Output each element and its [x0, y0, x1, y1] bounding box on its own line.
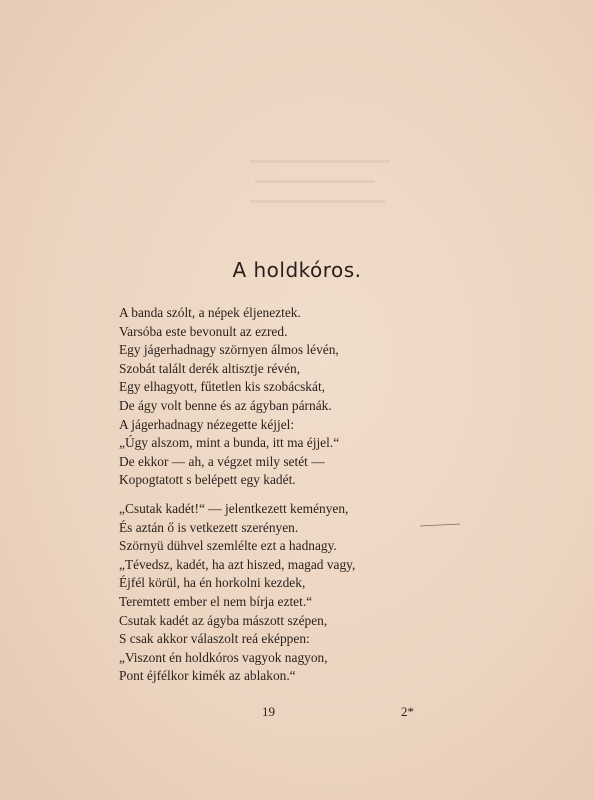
poem-line: Csutak kadét az ágyba mászott szépen,	[119, 612, 328, 628]
poem-line: De ekkor — ah, a végzet mily setét —	[119, 453, 325, 469]
poem-line: Egy jágerhadnagy szörnyen álmos lévén,	[119, 342, 339, 358]
poem-line: Kopogtatott s belépett egy kadét.	[119, 472, 296, 488]
bleed-through-text	[250, 150, 400, 230]
poem-line: „Viszont én holdkóros vagyok nagyon,	[119, 649, 328, 665]
poem-line: Teremtett ember el nem bírja eztet.“	[119, 593, 313, 609]
poem-line: A banda szólt, a népek éljeneztek.	[119, 305, 301, 320]
poem-line: Szobát talált derék altisztje révén,	[119, 360, 301, 376]
poem-line: „Csutak kadét!“ — jelentkezett keményen,	[119, 501, 349, 516]
poem-line: Pont éjfélkor kimék az ablakon.“	[119, 668, 296, 684]
signature-mark: 2*	[401, 704, 414, 719]
poem-title: A holdkóros.	[232, 258, 362, 282]
pencil-mark	[420, 523, 460, 527]
poem-line: S csak akkor válaszolt reá eképpen:	[119, 631, 310, 647]
poem-line: A jágerhadnagy nézegette kéjjel:	[119, 416, 295, 432]
poem-line: Varsóba este bevonult az ezred.	[119, 323, 288, 339]
poem-line: De ágy volt benne és az ágyban párnák.	[119, 397, 332, 413]
stanza-1	[119, 304, 449, 490]
poem-line: Szörnyü dühvel szemlélte ezt a hadnagy.	[119, 538, 337, 554]
poem-line: Egy elhagyott, fűtetlen kis szobácskát,	[119, 379, 326, 395]
poem-line: És aztán ő is vetkezett szerényen.	[119, 519, 299, 535]
stanza-2	[119, 500, 449, 686]
page-number: 19	[262, 704, 275, 719]
poem-line: Éjfél körül, ha én horkolni kezdek,	[119, 575, 306, 591]
poem-line: „Úgy alszom, mint a bunda, itt ma éjjel.“	[119, 435, 340, 451]
poem-line: „Tévedsz, kadét, ha azt hiszed, magad vagy,	[119, 556, 356, 572]
